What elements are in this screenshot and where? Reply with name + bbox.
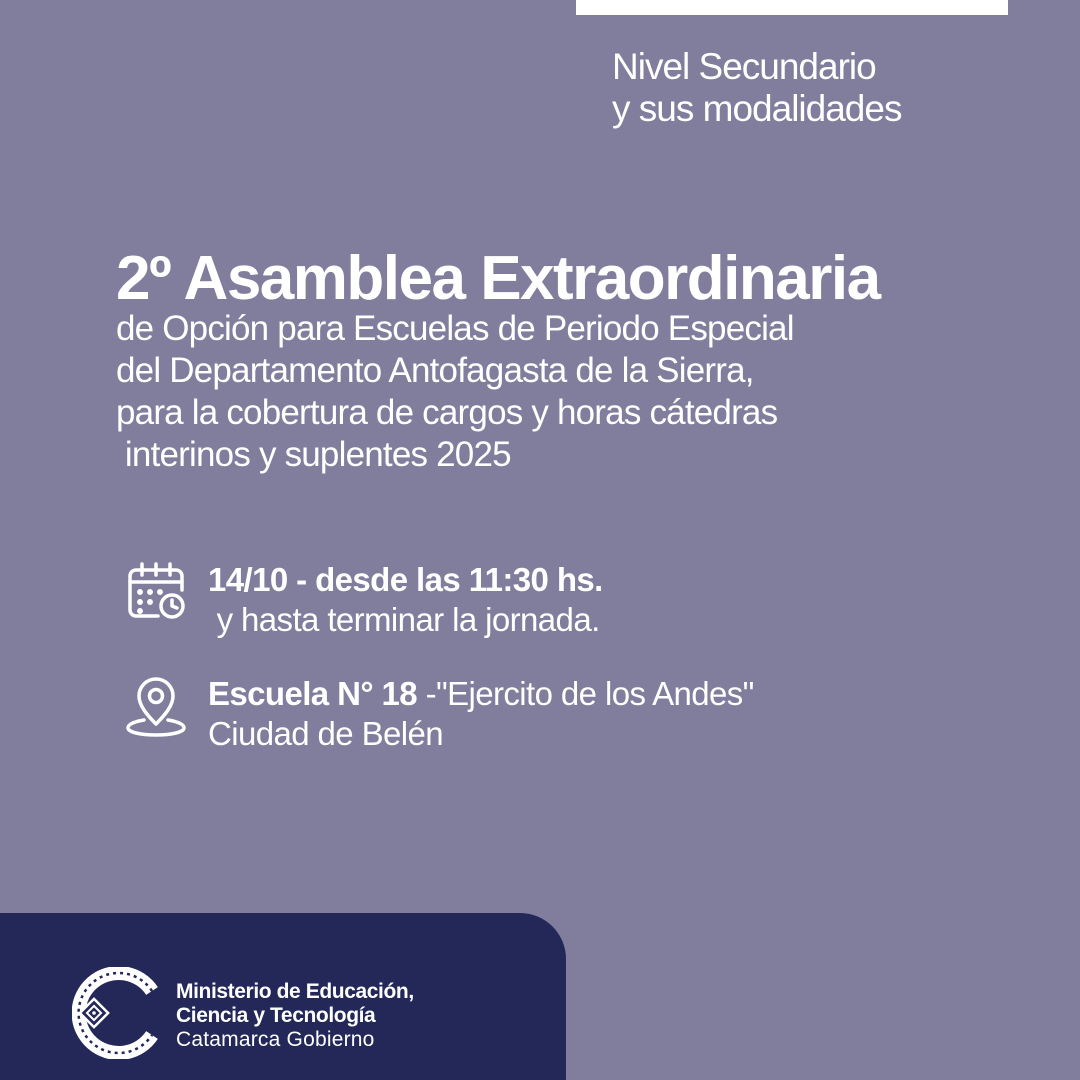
place-rest: -"Ejercito de los Andes" [417, 675, 754, 712]
place-bold: Escuela N° 18 [208, 675, 418, 712]
date-rest: y hasta terminar la jornada. [208, 601, 600, 638]
subtitle-block [116, 308, 794, 476]
level-line-1: Nivel Secundario [612, 46, 876, 87]
subtitle-line: de Opción para Escuelas de Periodo Especial [116, 309, 794, 348]
level-line-2: y sus modalidades [612, 88, 902, 129]
footer-panel [0, 913, 566, 1080]
ministry-line-3: Catamarca Gobierno [176, 1028, 375, 1051]
place-row [124, 674, 754, 754]
city-text: Ciudad de Belén [208, 715, 444, 752]
ministry-name [176, 980, 414, 1052]
place-text [208, 674, 754, 754]
subtitle-line: interinos y suplentes 2025 [116, 435, 511, 474]
top-white-bar [576, 0, 1008, 15]
date-bold: 14/10 - desde las 11:30 hs. [208, 561, 603, 598]
ministry-line-1: Ministerio de Educación, [176, 980, 414, 1003]
subtitle-line: para la cobertura de cargos y horas cátedras [116, 393, 778, 432]
subtitle-line: del Departamento Antofagasta de la Sierra, [116, 351, 754, 390]
date-row [124, 560, 603, 640]
date-text [208, 560, 603, 640]
location-pin-icon [124, 674, 188, 738]
ministry-line-2: Ciencia y Tecnología [176, 1004, 376, 1027]
catamarca-logo-icon [72, 967, 164, 1059]
main-title: 2º Asamblea Extraordinaria [116, 244, 880, 313]
level-heading [612, 46, 901, 130]
calendar-clock-icon [124, 560, 188, 624]
